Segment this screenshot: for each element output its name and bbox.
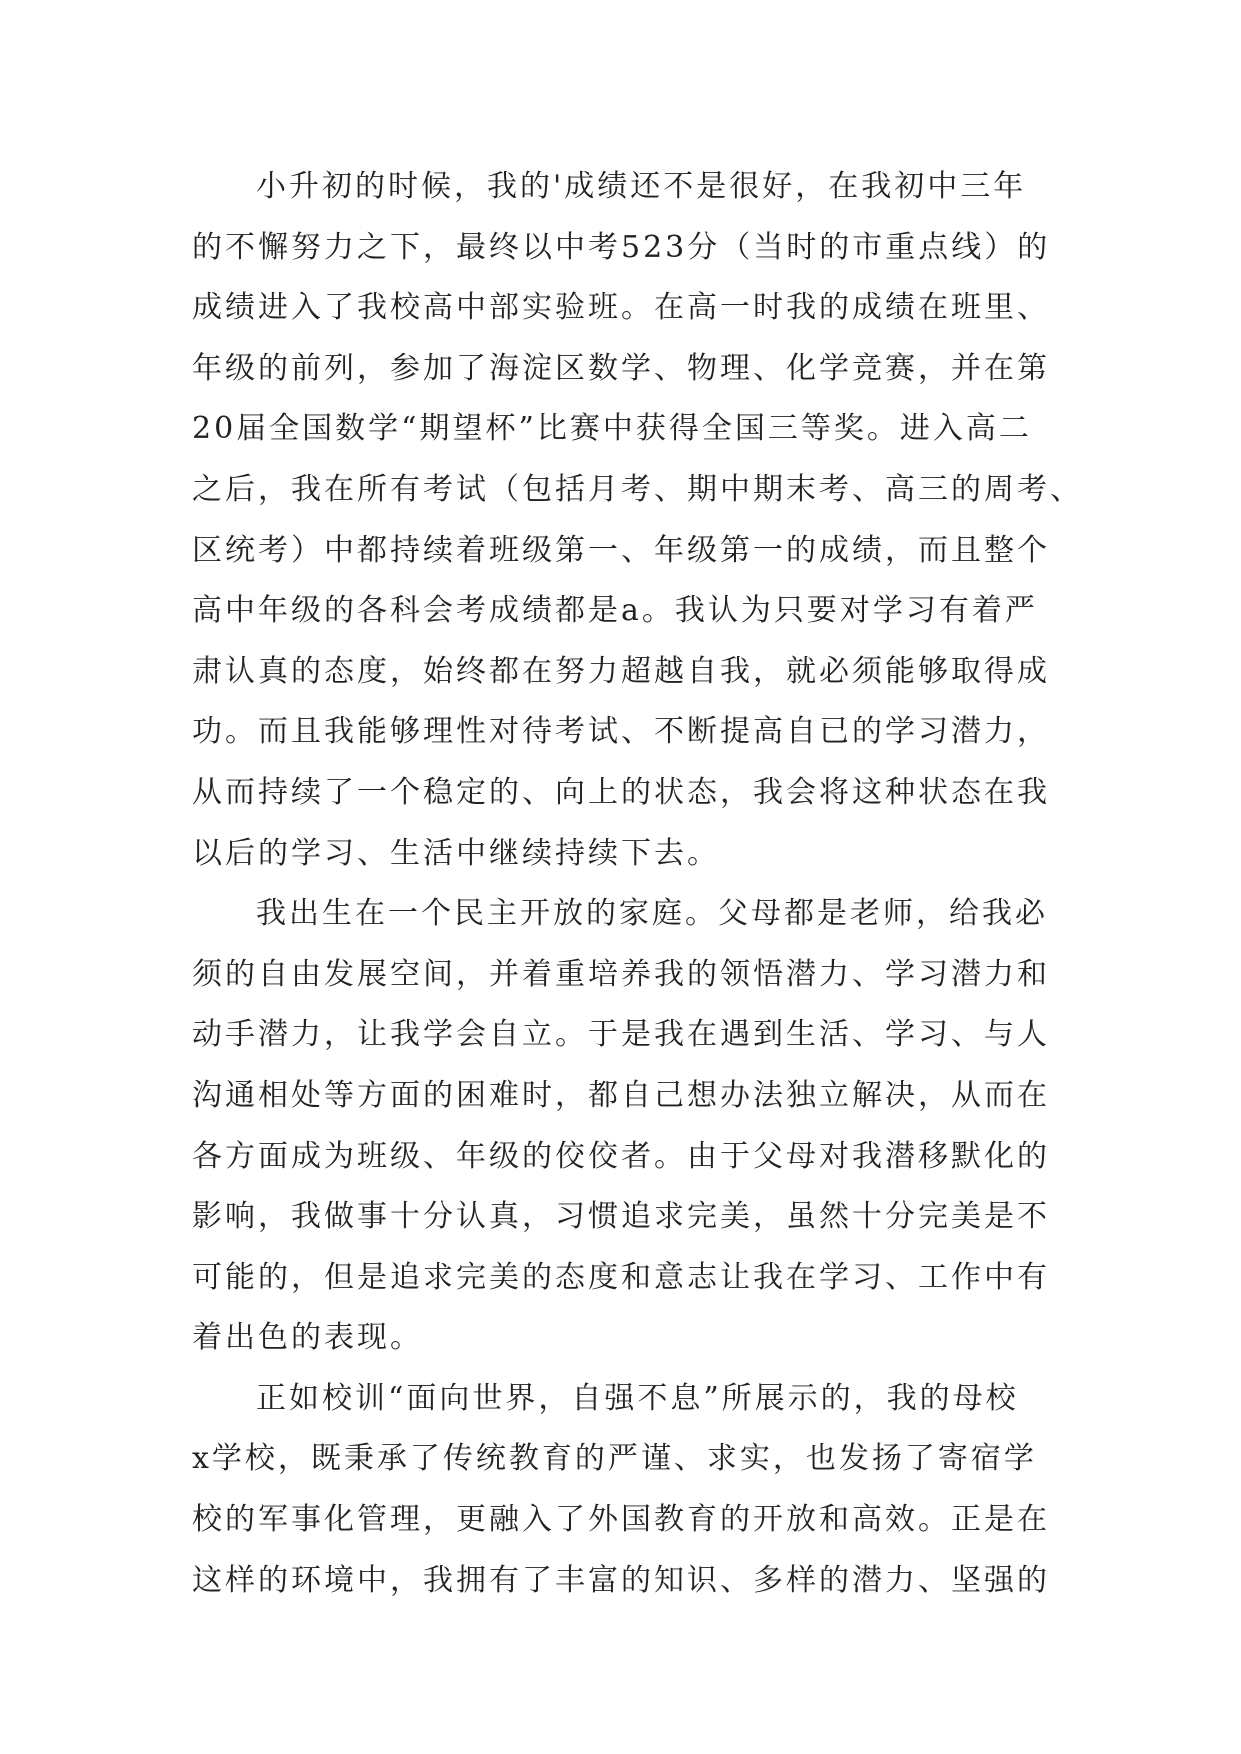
- text-line: 高中年级的各科会考成绩都是a。我认为只要对学习有着严: [192, 593, 1038, 629]
- text-line: 从而持续了一个稳定的、向上的状态，我会将这种状态在我: [192, 774, 1050, 810]
- text-line: 成绩进入了我校高中部实验班。在高一时我的成绩在班里、: [192, 290, 1050, 326]
- text-line: 可能的，但是追求完美的态度和意志让我在学习、工作中有: [192, 1259, 1050, 1295]
- text-line: 之后，我在所有考试（包括月考、期中期末考、高三的周考、: [192, 471, 1083, 507]
- text-line: 各方面成为班级、年级的佼佼者。由于父母对我潜移默化的: [192, 1138, 1050, 1174]
- text-line: 肃认真的态度，始终都在努力超越自我，就必须能够取得成: [192, 653, 1050, 689]
- text-line: 动手潜力，让我学会自立。于是我在遇到生活、学习、与人: [192, 1017, 1050, 1053]
- paragraph-1: [192, 157, 1092, 884]
- document-body: [192, 157, 1092, 1611]
- text-line: 区统考）中都持续着班级第一、年级第一的成绩，而且整个: [192, 532, 1050, 568]
- text-line: 年级的前列，参加了海淀区数学、物理、化学竞赛，并在第: [192, 350, 1050, 386]
- text-line: 须的自由发展空间，并着重培养我的领悟潜力、学习潜力和: [192, 956, 1050, 992]
- text-line: 功。而且我能够理性对待考试、不断提高自已的学习潜力，: [192, 714, 1050, 750]
- text-line: 着出色的表现。: [192, 1320, 423, 1356]
- paragraph-3: [192, 1369, 1092, 1611]
- text-line: 我出生在一个民主开放的家庭。父母都是老师，给我必: [256, 896, 1048, 932]
- text-line: 影响，我做事十分认真，习惯追求完美，虽然十分完美是不: [192, 1199, 1050, 1235]
- text-line: 这样的环境中，我拥有了丰富的知识、多样的潜力、坚强的: [192, 1562, 1050, 1598]
- text-line: 小升初的时候，我的'成绩还不是很好，在我初中三年: [256, 169, 1027, 204]
- text-line: x学校，既秉承了传统教育的严谨、求实，也发扬了寄宿学: [192, 1441, 1037, 1477]
- text-line: 校的军事化管理，更融入了外国教育的开放和高效。正是在: [192, 1502, 1050, 1538]
- text-line: 沟通相处等方面的困难时，都自己想办法独立解决，从而在: [192, 1077, 1050, 1113]
- text-line: 正如校训“面向世界，自强不息”所展示的，我的母校: [256, 1380, 1019, 1416]
- text-line: 以后的学习、生活中继续持续下去。: [192, 835, 720, 871]
- text-line: 的不懈努力之下，最终以中考523分（当时的市重点线）的: [192, 229, 1051, 265]
- text-line: 20届全国数学“期望杯”比赛中获得全国三等奖。进入高二: [192, 411, 1032, 447]
- paragraph-2: [192, 884, 1092, 1369]
